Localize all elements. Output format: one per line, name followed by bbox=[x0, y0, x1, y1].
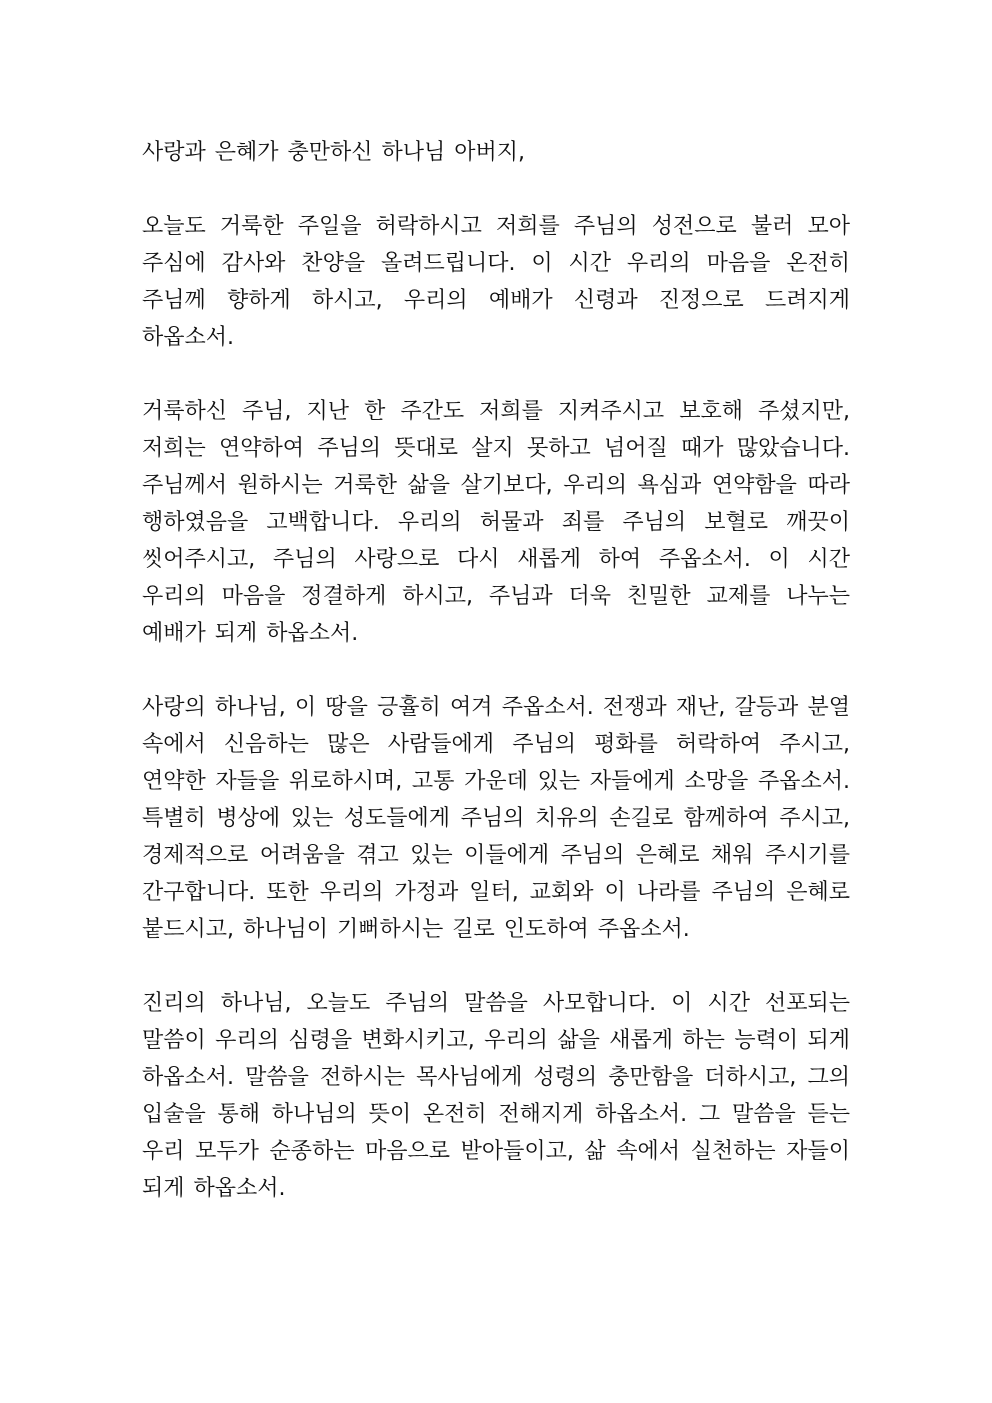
greeting-line: 사랑과 은혜가 충만하신 하나님 아버지, bbox=[142, 140, 525, 165]
paragraph-confession: 거룩하신 주님, 지난 한 주간도 저희를 지켜주시고 보호해 주셨지만, 저희는 연약하여 주님의 뜻대로 살지 못하고 넘어질 때가 많았습니다. 주님께서 원하시는 거룩한 삶을 살기보다, 우리의 욕심과 연약함을 따라 행하였음을 고백합니다. 우리의 허물과 죄를 주님의 보혈로 깨끗이 씻어주시고, 주님의 사랑으로 다시 새롭게 하여 주옵소서. 이 시간 우리의 마음을 정결하게 하시고, 주님과 더욱 친밀한 교제를 나누는 예배가 되게 하옵소서. bbox=[142, 399, 850, 646]
paragraph-intercession: 사랑의 하나님, 이 땅을 긍휼히 여겨 주옵소서. 전쟁과 재난, 갈등과 분열 속에서 신음하는 많은 사람들에게 주님의 평화를 허락하여 주시고, 연약한 자들을 위로하시며, 고통 가운데 있는 자들에게 소망을 주옵소서. 특별히 병상에 있는 성도들에게 주님의 치유의 손길로 함께하여 주시고, 경제적으로 어려움을 겪고 있는 이들에게 주님의 은혜로 채워 주시기를 간구합니다. 또한 우리의 가정과 일터, 교회와 이 나라를 주님의 은혜로 붙드시고, 하나님이 기뻐하시는 길로 인도하여 주옵소서. bbox=[142, 695, 850, 942]
document-page bbox=[142, 134, 850, 1244]
paragraph-word: 진리의 하나님, 오늘도 주님의 말씀을 사모합니다. 이 시간 선포되는 말씀이 우리의 심령을 변화시키고, 우리의 삶을 새롭게 하는 능력이 되게 하옵소서. 말씀을 전하시는 목사님에게 성령의 충만함을 더하시고, 그의 입술을 통해 하나님의 뜻이 온전히 전해지게 하옵소서. 그 말씀을 듣는 우리 모두가 순종하는 마음으로 받아들이고, 삶 속에서 실천하는 자들이 되게 하옵소서. bbox=[142, 991, 850, 1201]
paragraph-thanksgiving: 오늘도 거룩한 주일을 허락하시고 저희를 주님의 성전으로 불러 모아 주심에 감사와 찬양을 올려드립니다. 이 시간 우리의 마음을 온전히 주님께 향하게 하시고, 우리의 예배가 신령과 진정으로 드려지게 하옵소서. bbox=[142, 214, 850, 350]
